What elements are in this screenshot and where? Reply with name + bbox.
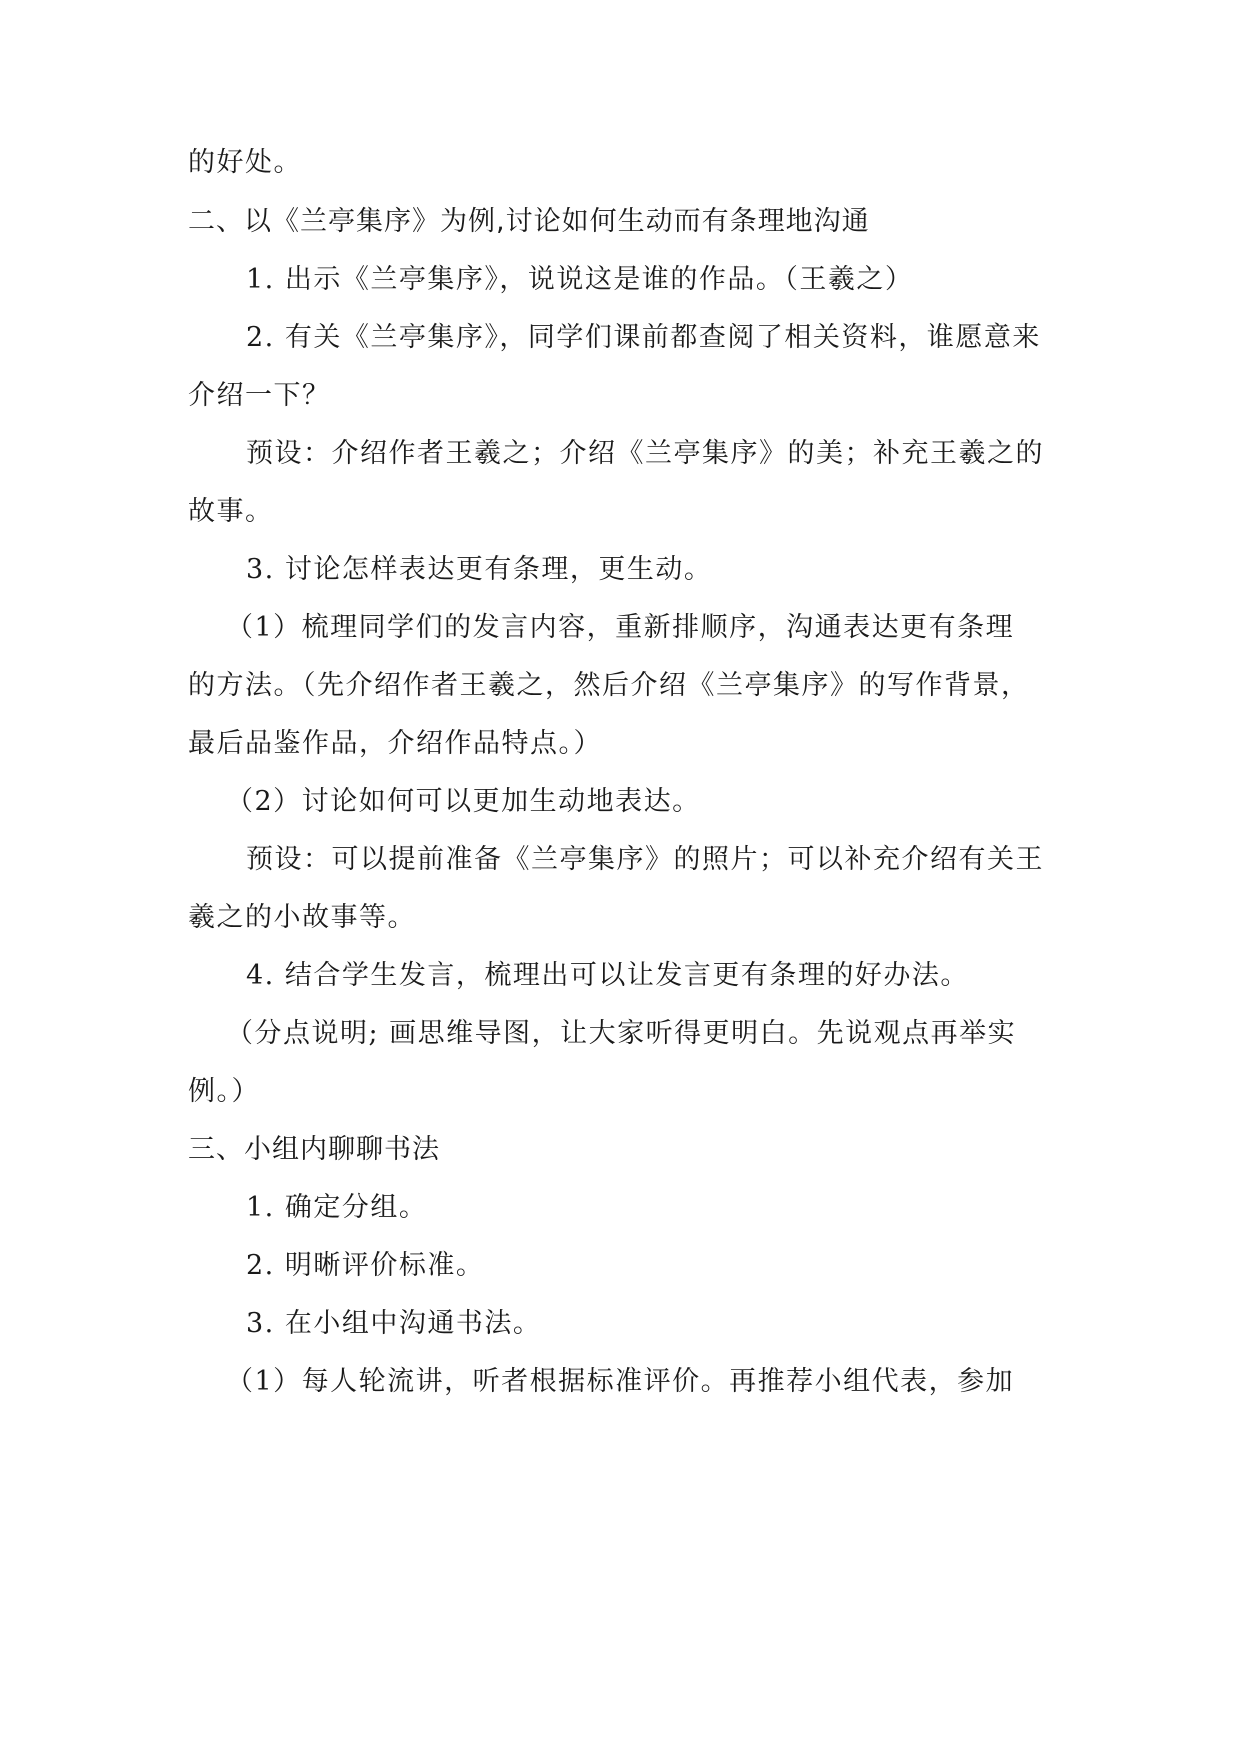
group-item-2: 2. 明晰评价标准。 [246,1250,485,1281]
group-item-3: 3. 在小组中沟通书法。 [246,1308,542,1339]
list-item-1: 1. 出示《兰亭集序》，说说这是谁的作品。（王羲之） [246,264,914,295]
preset-paragraph-2: 预设：可以提前准备《兰亭集序》的照片；可以补充介绍有关王 [246,844,1044,875]
section-heading-3: 三、小组内聊聊书法 [188,1134,440,1165]
preset-paragraph-continuation: 故事。 [188,496,274,527]
note-paragraph-continuation: 例。） [188,1076,260,1107]
paragraph-continuation: 的好处。 [188,147,302,178]
note-paragraph: （分点说明; 画思维导图，让大家听得更明白。先说观点再举实 [226,1018,1017,1049]
section-heading-2: 二、以《兰亭集序》为例,讨论如何生动而有条理地沟通 [188,206,870,237]
list-item-2-continuation: 介绍一下？ [188,380,331,411]
sub-item-2: （2）讨论如何可以更加生动地表达。 [226,786,701,817]
sub-item-1-continuation: 的方法。（先介绍作者王羲之，然后介绍《兰亭集序》的写作背景， [188,670,1030,701]
list-item-2: 2. 有关《兰亭集序》，同学们课前都查阅了相关资料，谁愿意来 [246,322,1041,353]
group-sub-item-1: （1）每人轮流讲，听者根据标准评价。再推荐小组代表，参加 [226,1366,1015,1397]
list-item-3: 3. 讨论怎样表达更有条理，更生动。 [246,554,713,585]
sub-item-1: （1）梳理同学们的发言内容，重新排顺序，沟通表达更有条理 [226,612,1015,643]
preset-paragraph-2-continuation: 羲之的小故事等。 [188,902,416,933]
list-item-4: 4. 结合学生发言，梳理出可以让发言更有条理的好办法。 [246,960,969,991]
preset-paragraph: 预设：介绍作者王羲之；介绍《兰亭集序》的美；补充王羲之的 [246,438,1044,469]
sub-item-1-continuation-2: 最后品鉴作品，介绍作品特点。） [188,728,602,759]
group-item-1: 1. 确定分组。 [246,1192,428,1223]
